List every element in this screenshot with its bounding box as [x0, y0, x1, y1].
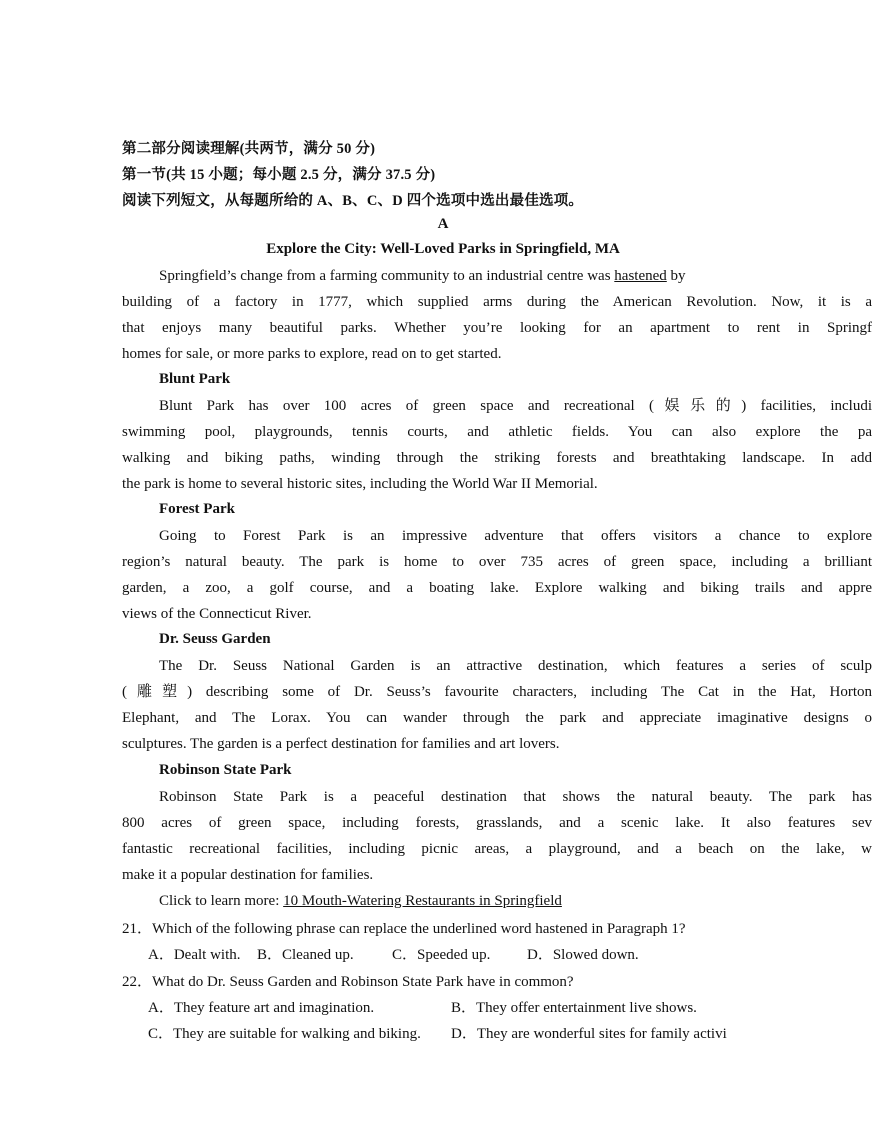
question-21-stem: 21．Which of the following phrase can replace the underlined word hastened in Paragraph 1?	[122, 921, 686, 937]
section-heading: 第二部分阅读理解(共两节，满分 50 分)	[122, 141, 376, 157]
paragraph-line: Going to Forest Park is an impressive adventure that offers visitors a chance to explore	[159, 528, 872, 544]
paragraph-line: 800 acres of green space, including forests, grasslands, and a scenic lake. It also features sev	[122, 815, 872, 831]
park-paragraph	[122, 393, 872, 497]
question-21-option-c[interactable]: C．Speeded up.	[392, 947, 491, 963]
paragraph-line: garden, a zoo, a golf course, and a boating lake. Explore walking and biking trails and appre	[122, 580, 872, 596]
question-22-stem: 22．What do Dr. Seuss Garden and Robinson State Park have in common?	[122, 974, 574, 990]
paragraph-line: fantastic recreational facilities, including picnic areas, a playground, and a beach on the lake, w	[122, 841, 872, 857]
paragraph-line: make it a popular destination for families.	[122, 867, 374, 883]
intro-line: Springfield’s change from a farming community to an industrial centre was hastened by	[159, 268, 686, 284]
park-heading: Blunt Park	[159, 371, 231, 387]
intro-line: homes for sale, or more parks to explore, read on to get started.	[122, 346, 502, 362]
passage-letter: A	[437, 216, 449, 232]
learn-more-line	[122, 888, 872, 914]
instructions: 阅读下列短文，从每题所给的 A、B、C、D 四个选项中选出最佳选项。	[122, 193, 584, 209]
paragraph-line: (雕塑) describing some of Dr. Seuss’s favourite characters, including The Cat in the Hat, Horton	[122, 684, 872, 700]
park-paragraph	[122, 523, 872, 627]
park-paragraph	[122, 784, 872, 888]
question-21-option-a[interactable]: A．Dealt with.	[148, 947, 241, 963]
paragraph-line: walking and biking paths, winding through the striking forests and breathtaking landscape. In add	[122, 450, 872, 466]
learn-more-prefix: Click to learn more:	[159, 893, 284, 909]
passage-title: Explore the City: Well-Loved Parks in Springfield, MA	[266, 241, 620, 257]
paragraph-line: sculptures. The garden is a perfect destination for families and art lovers.	[122, 736, 560, 752]
question-21-option-d[interactable]: D．Slowed down.	[527, 947, 639, 963]
park-heading: Robinson State Park	[159, 762, 292, 778]
restaurants-link[interactable]: 10 Mouth-Watering Restaurants in Springfield	[283, 893, 562, 909]
park-heading: Dr. Seuss Garden	[159, 631, 271, 647]
question-22-option-a[interactable]: A．They feature art and imagination.	[148, 1000, 375, 1016]
paragraph-line: The Dr. Seuss National Garden is an attractive destination, which features a series of sculp	[159, 658, 872, 674]
paragraph-line: swimming pool, playgrounds, tennis courts, and athletic fields. You can also explore the pa	[122, 424, 872, 440]
question-21-option-b[interactable]: B．Cleaned up.	[257, 947, 354, 963]
intro-paragraph	[122, 263, 872, 367]
question-22-option-c[interactable]: C．They are suitable for walking and biking.	[148, 1026, 421, 1042]
paragraph-line: the park is home to several historic sites, including the World War II Memorial.	[122, 476, 598, 492]
paragraph-line: region’s natural beauty. The park is home to over 735 acres of green space, including a brilliant	[122, 554, 872, 570]
question-22-option-d[interactable]: D．They are wonderful sites for family activi	[451, 1026, 727, 1042]
underlined-word: hastened	[614, 268, 667, 284]
intro-line: that enjoys many beautiful parks. Whether you’re looking for an apartment to rent in Springf	[122, 320, 872, 336]
paragraph-line: Robinson State Park is a peaceful destination that shows the natural beauty. The park has	[159, 789, 872, 805]
park-paragraph	[122, 653, 872, 757]
paragraph-line: Elephant, and The Lorax. You can wander through the park and appreciate imaginative designs o	[122, 710, 872, 726]
intro-line: building of a factory in 1777, which supplied arms during the American Revolution. Now, it is a	[122, 294, 872, 310]
paragraph-line: Blunt Park has over 100 acres of green space and recreational (娱乐的) facilities, includi	[159, 398, 872, 414]
subsection-heading: 第一节(共 15 小题；每小题 2.5 分，满分 37.5 分)	[122, 167, 436, 183]
park-heading: Forest Park	[159, 501, 235, 517]
paragraph-line: views of the Connecticut River.	[122, 606, 312, 622]
question-22-option-b[interactable]: B．They offer entertainment live shows.	[451, 1000, 697, 1016]
